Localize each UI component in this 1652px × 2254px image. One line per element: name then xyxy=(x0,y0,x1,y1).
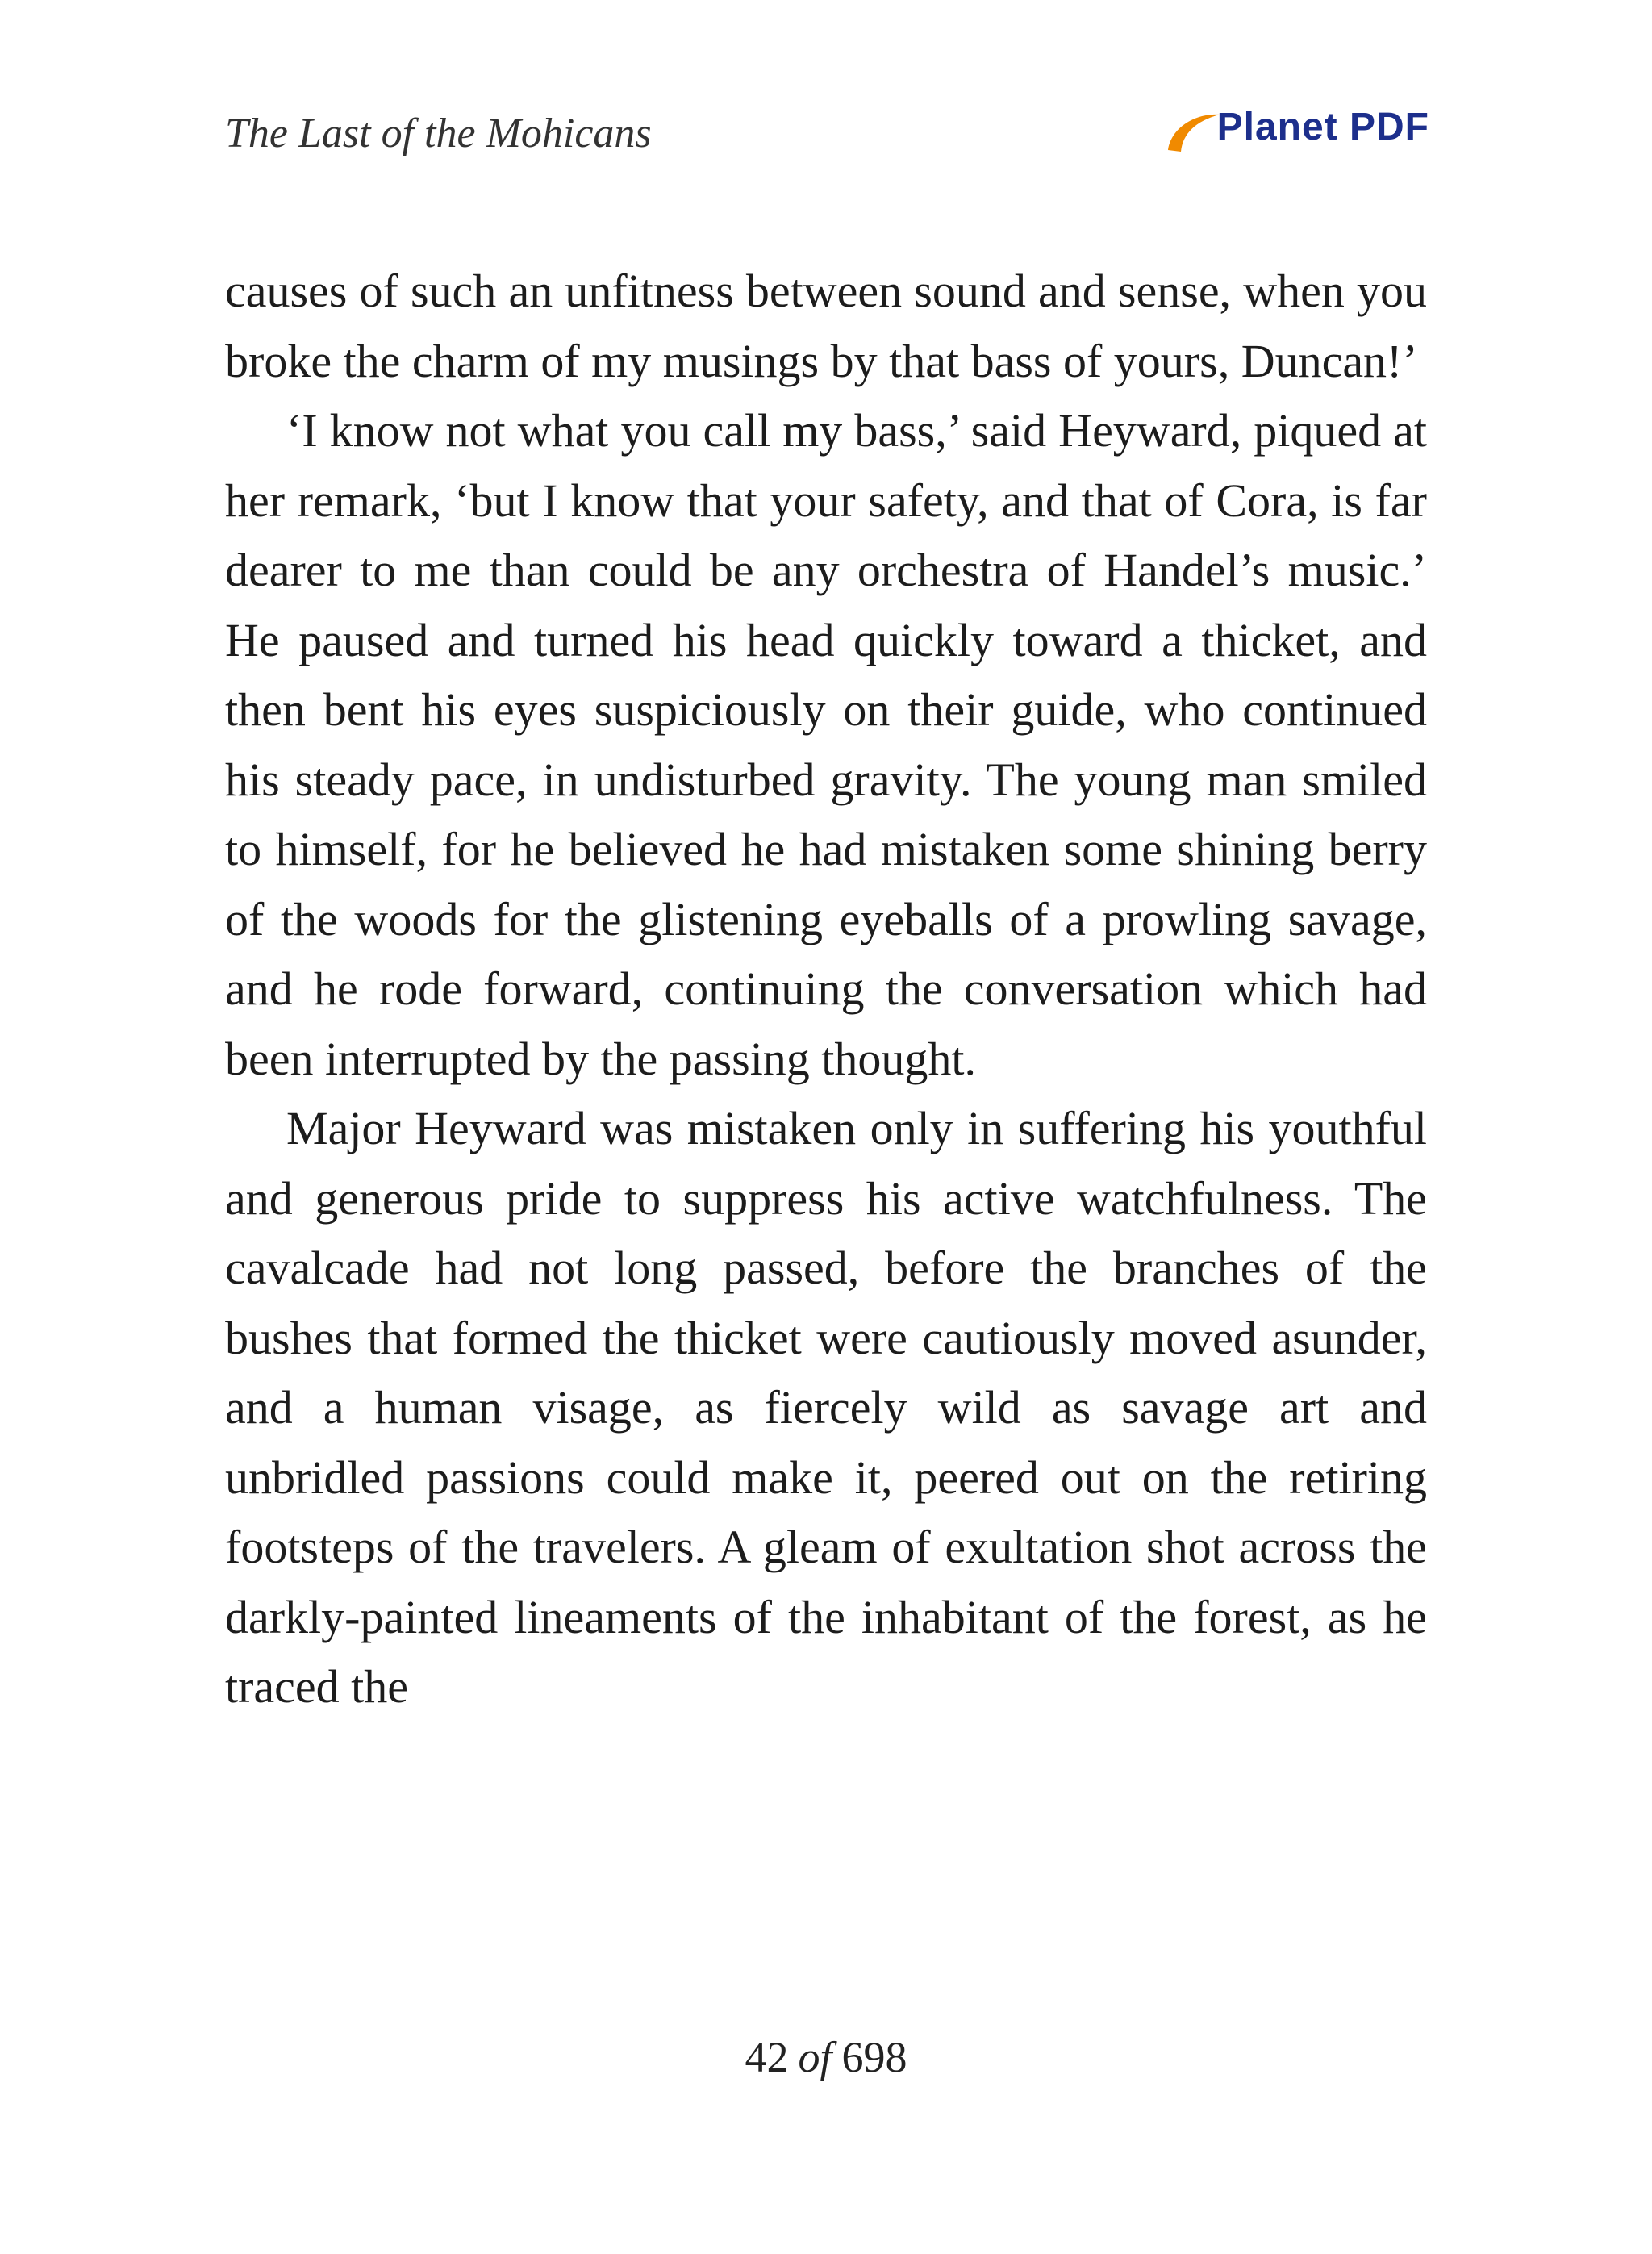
planet-pdf-logo xyxy=(1163,103,1429,160)
page-of-label: of xyxy=(798,2033,832,2081)
paragraph-2: ‘I know not what you call my bass,’ said Heyward, piqued at her remark, ‘but I know that your safety, and that of Cora, is far dearer to me than could be any orchestra of Handel’s music.’ He paused and turned his head quickly toward a thicket, and then bent his eyes suspiciously on their guide, who continued his steady pace, in undisturbed gravity. The young man smiled to himself, for he believed he had mistaken some shining berry of the woods for the glistening eyeballs of a prowling savage, and he rode forward, continuing the conversation which had been interrupted by the passing thought. xyxy=(225,404,1427,1085)
page-body xyxy=(225,257,1427,1722)
paragraph-3: Major Heyward was mistaken only in suffering his youthful and generous pride to suppress his active watchfulness. The cavalcade had not long passed, before the branches of the bushes that formed the thicket were cautiously moved asunder, and a human visage, as fiercely wild as savage art and unbridled passions could make it, peered out on the retiring footsteps of the travelers. A gleam of exultation shot across the darkly-painted lineaments of the inhabitant of the forest, as he traced the xyxy=(225,1102,1427,1713)
total-pages: 698 xyxy=(841,2033,907,2081)
page-number xyxy=(0,2032,1652,2082)
logo-text: Planet PDF xyxy=(1216,106,1429,148)
page-header xyxy=(225,103,1429,168)
book-title: The Last of the Mohicans xyxy=(225,111,652,157)
current-page: 42 xyxy=(745,2033,789,2081)
paragraph-1: causes of such an unfitness between sound and sense, when you broke the charm of my musings by that bass of yours, Duncan!’ xyxy=(225,265,1427,387)
